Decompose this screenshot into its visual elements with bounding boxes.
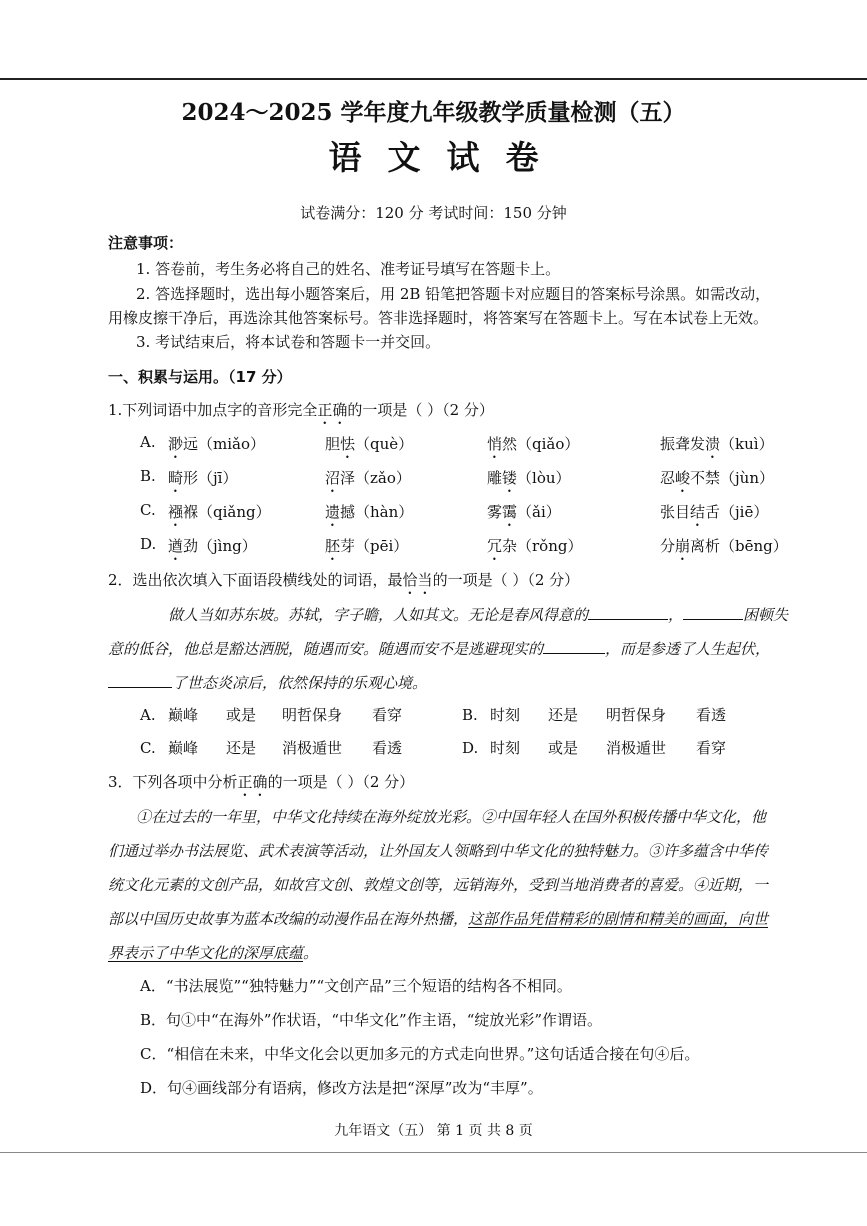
q1-option-label: C.	[140, 501, 156, 519]
q1-word: 襁褓（qiǎng）	[168, 503, 271, 521]
page-footer: 九年语文（五） 第 1 页 共 8 页	[334, 1123, 533, 1139]
question-3-stem: 3．下列各项中分析正确的一项是（ ）（2 分）	[108, 773, 415, 791]
subject-title: 语文试卷	[328, 138, 565, 177]
q1-word: 振聋发溃（kuì）	[660, 435, 774, 453]
q3-passage-line-5: 界表示了中华文化的深厚底蕴。	[108, 944, 319, 962]
q1-option-label: B.	[140, 467, 156, 485]
blank-line	[683, 605, 743, 620]
q3-passage-line-3: 统文化元素的文创产品，如故宫文创、敦煌文创等，远销海外，受到当地消费者的喜爱。④近期，一	[108, 876, 769, 894]
blank-line	[108, 673, 172, 688]
q1-word: 冗杂（rǒng）	[487, 537, 583, 555]
q1-word: 遒劲（jìng）	[168, 537, 257, 555]
q2-option-d: D. 时刻 或是 消极遁世 看穿	[462, 739, 727, 757]
q3-passage-line-4: 部以中国历史故事为蓝本改编的动漫作品在海外热播，这部作品凭借精彩的剧情和精美的画面，向世	[108, 910, 769, 928]
q3-option-d: D．句④画线部分有语病，修改方法是把“深厚”改为“丰厚”。	[140, 1079, 543, 1097]
q1-option-label: D.	[140, 535, 157, 553]
blank-line	[588, 605, 668, 620]
bottom-rule	[0, 1152, 867, 1153]
stem-text: 1.下列词语中加点字的音形完全	[108, 401, 318, 419]
notes-item-2-cont: 用橡皮擦干净后，再选涂其他答案标号。答非选择题时，将答案写在答题卡上。写在本试卷上无效。	[108, 309, 769, 327]
underlined-sentence: 界表示了中华文化的深厚底蕴	[108, 944, 304, 962]
q1-word: 沼泽（zǎo）	[325, 469, 411, 487]
notes-item-2: 2. 答选择题时，选出每小题答案后，用 2B 铅笔把答题卡对应题目的答案标号涂黑。如需改动，	[136, 285, 771, 303]
q1-word: 忍峻不禁（jùn）	[660, 469, 775, 487]
exam-title: 2024～2025 学年度九年级教学质量检测（五）	[181, 99, 686, 126]
section-heading: 一、积累与运用。（17 分）	[108, 368, 292, 386]
q2-passage-line-2: 意的低谷，他总是豁达洒脱，随遇而安。随遇而安不是逃避现实的 ，而是参透了人生起伏，	[108, 640, 771, 658]
q1-word: 遗撼（hàn）	[325, 503, 414, 521]
q1-option-label: A.	[140, 433, 156, 451]
blank-line	[543, 639, 605, 654]
question-2-stem: 2．选出依次填入下面语段横线处的词语，最恰当的一项是（ ）（2 分）	[108, 571, 580, 589]
q1-word: 悄然（qiǎo）	[487, 435, 580, 453]
notes-item-3: 3. 考试结束后，将本试卷和答题卡一并交回。	[136, 333, 441, 351]
exam-meta: 试卷满分：120 分 考试时间：150 分钟	[300, 204, 567, 222]
q2-option-c: C. 巅峰 还是 消极遁世 看透	[140, 739, 403, 757]
q3-option-c: C．“相信在未来，中华文化会以更加多元的方式走向世界。”这句话适合接在句④后。	[140, 1045, 700, 1063]
stem-dotted: 正确	[317, 401, 348, 419]
q1-word: 胚芽（pēi）	[325, 537, 409, 555]
q3-option-b: B．句①中“在海外”作状语，“中华文化”作主语，“绽放光彩”作谓语。	[140, 1011, 603, 1029]
q3-passage-line-2: 们通过举办书法展览、武术表演等活动，让外国友人领略到中华文化的独特魅力。③许多蕴含中华传	[108, 842, 769, 860]
q1-word: 渺远（miǎo）	[168, 435, 266, 453]
q1-word: 雕镂（lòu）	[487, 469, 571, 487]
q2-passage-line-3: 了世态炎凉后，依然保持的乐观心境。	[108, 672, 427, 693]
stem-text: 的一项是（ ）（2 分）	[347, 401, 494, 419]
top-rule	[0, 78, 867, 80]
q1-word: 分崩离析（bēng）	[660, 537, 788, 555]
q2-passage-line-1: 做人当如苏东坡。苏轼，字子瞻，人如其文。无论是春风得意的 ， 困顿失	[168, 606, 789, 624]
question-1-stem	[108, 399, 494, 428]
q1-word: 雾霭（ǎi）	[487, 503, 561, 521]
q1-word: 胆怯（què）	[325, 435, 414, 453]
notes-heading: 注意事项：	[108, 234, 184, 252]
q3-passage-line-1: ①在过去的一年里，中华文化持续在海外绽放光彩。②中国年轻人在国外积极传播中华文化，他	[136, 808, 767, 826]
q2-option-b: B. 时刻 还是 明哲保身 看透	[462, 706, 727, 724]
q3-option-a: A．“书法展览”“独特魅力”“文创产品”三个短语的结构各不相同。	[140, 977, 572, 995]
q1-word: 畸形（jī）	[168, 469, 238, 487]
notes-item-1: 1. 答卷前，考生务必将自己的姓名、准考证号填写在答题卡上。	[136, 260, 561, 278]
q1-word: 张目结舌（jiē）	[660, 503, 769, 521]
q2-option-a: A. 巅峰 或是 明哲保身 看穿	[140, 706, 403, 724]
underlined-sentence: 这部作品凭借精彩的剧情和精美的画面，向世	[468, 910, 769, 928]
